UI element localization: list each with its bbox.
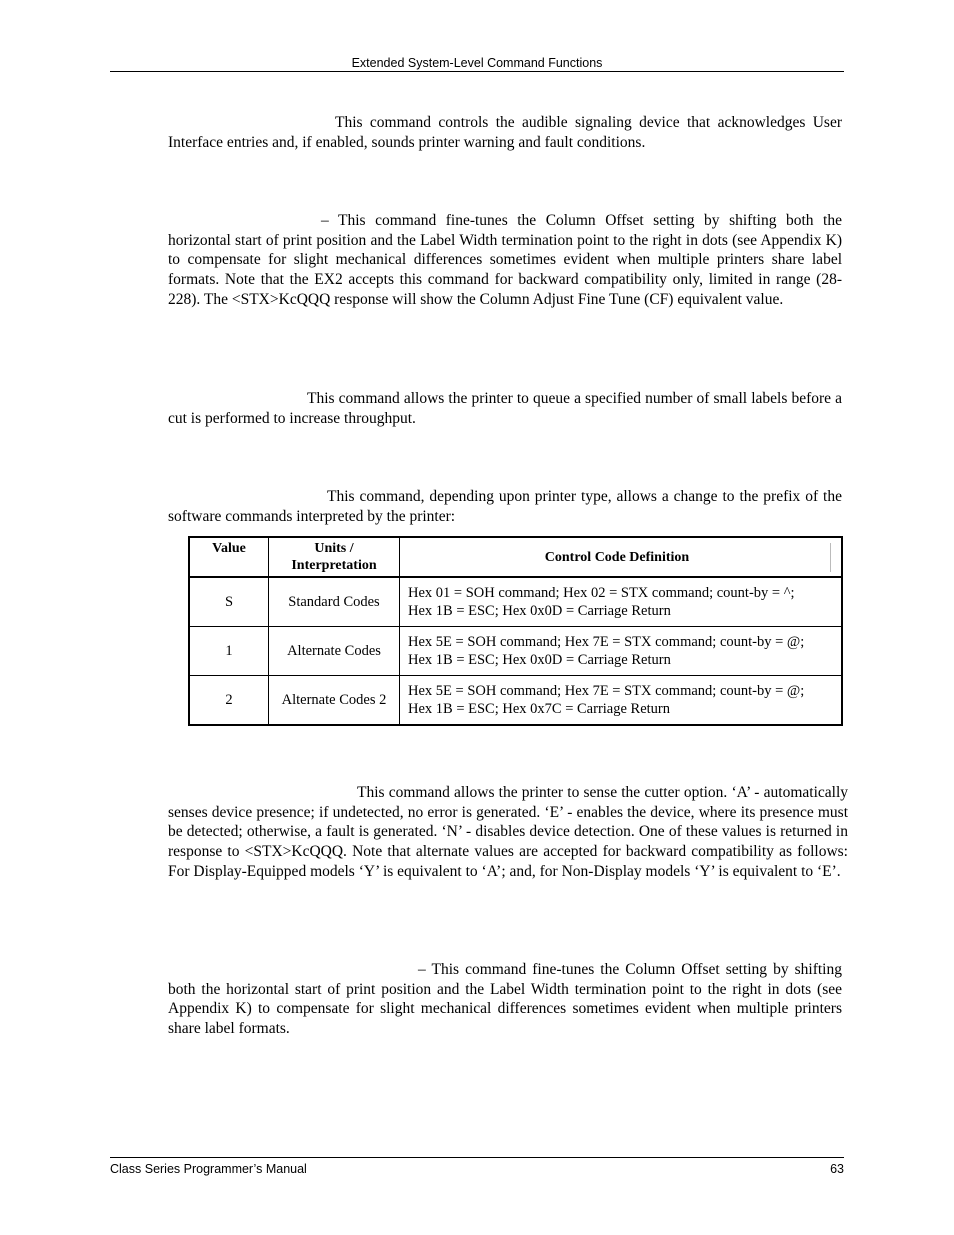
table-cell-definition: Hex 5E = SOH command; Hex 7E = STX command; count-by = @; Hex 1B = ESC; Hex 0x7C = Carriage Return: [400, 676, 843, 726]
paragraph-audible-alarm: This command controls the audible signaling device that acknowledges User Interface entries and, if enabled, sounds printer warning and fault conditions.: [168, 114, 842, 151]
table-cell-units: Alternate Codes 2: [269, 676, 400, 726]
column-header-value: Value: [189, 537, 269, 577]
header-divider: [110, 71, 844, 72]
table-cell-definition: Hex 01 = SOH command; Hex 02 = STX command; count-by = ^; Hex 1B = ESC; Hex 0x0D = Carriage Return: [400, 577, 843, 627]
page-number: 63: [830, 1162, 844, 1176]
table-cell-value: S: [189, 577, 269, 627]
paragraph-control-codes: This command, depending upon printer type, allows a change to the prefix of the software commands interpreted by the printer:: [168, 488, 842, 525]
column-header-definition: Control Code Definition: [400, 537, 843, 577]
paragraph-cut-queue: This command allows the printer to queue a specified number of small labels before a cut is performed to increase throughput.: [168, 390, 842, 427]
table-row: [189, 676, 842, 726]
paragraph-column-adjust-fine-tune: – This command fine-tunes the Column Offset setting by shifting both the horizontal start of print position and the Label Width termination point to the right in dots (see Appendix K) to compensate for slight mechanical differences sometimes evident when multiple printers share label formats.: [168, 961, 842, 1038]
table-header-row: [189, 537, 842, 577]
footer-divider: [110, 1157, 844, 1158]
paragraph-cutter-sense: This command allows the printer to sense the cutter option. ‘A’ - automatically senses device presence; if undetected, no error is generated. ‘E’ - enables the device, where its presence must be detected; otherwise, a fault is generated. ‘N’ - disables device detection. One of these values is returned in response to <STX>KcQQQ. Note that alternate values are accepted for backward compatibility as follows: For Display-Equipped models ‘Y’ is equivalent to ‘A’; and, for Non-Display models ‘Y’ is equivalent to ‘E’.: [168, 784, 848, 880]
table-cell-value: 1: [189, 627, 269, 676]
manual-title: Class Series Programmer’s Manual: [110, 1162, 307, 1176]
control-codes-table: [188, 536, 843, 726]
paragraph-column-adjust: – This command fine-tunes the Column Offset setting by shifting both the horizontal start of print position and the Label Width termination point to the right in dots (see Appendix K) to compensate for slight mechanical differences sometimes evident when multiple printers share label formats. Note that the EX2 accepts this command for backward compatibility only, limited in range (28-228). The <STX>KcQQQ response will show the Column Adjust Fine Tune (CF) equivalent value.: [168, 212, 842, 308]
column-header-units: Units / Interpretation: [269, 537, 400, 577]
table-row: [189, 627, 842, 676]
table-cell-units: Alternate Codes: [269, 627, 400, 676]
running-header: Extended System-Level Command Functions: [351, 56, 603, 70]
table-cell-value: 2: [189, 676, 269, 726]
table-row: [189, 577, 842, 627]
table-cell-units: Standard Codes: [269, 577, 400, 627]
table-cell-definition: Hex 5E = SOH command; Hex 7E = STX command; count-by = @; Hex 1B = ESC; Hex 0x0D = Carriage Return: [400, 627, 843, 676]
